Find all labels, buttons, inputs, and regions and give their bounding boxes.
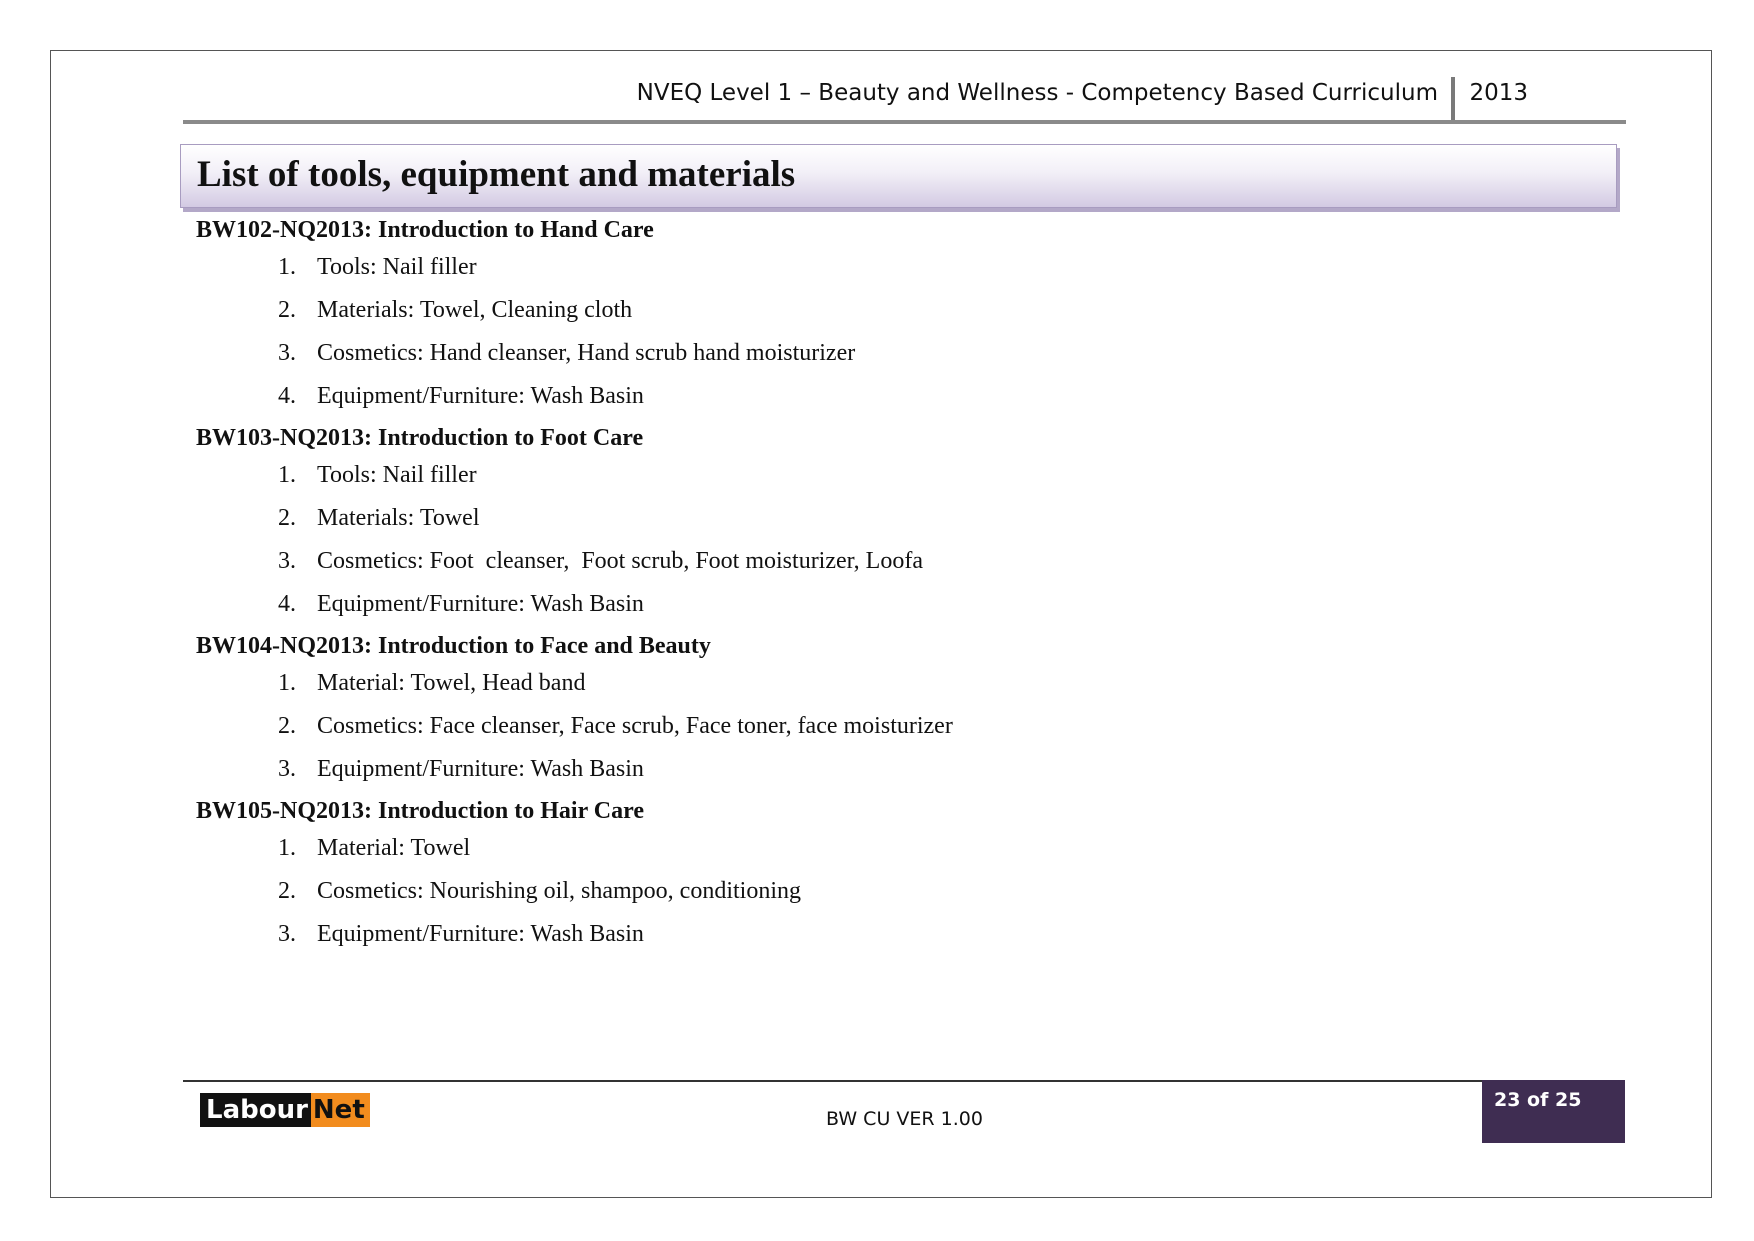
header-rule (183, 120, 1626, 124)
section (196, 214, 1576, 418)
list-item-text: Cosmetics: Foot cleanser, Foot scrub, Foot moisturizer, Loofa (317, 548, 923, 574)
list-item-text: Equipment/Furniture: Wash Basin (317, 756, 644, 782)
footer-rule (183, 1080, 1623, 1082)
content-area (196, 214, 1576, 960)
list-item: 1. Material: Towel (196, 827, 1576, 870)
list-item: 3. Equipment/Furniture: Wash Basin (196, 913, 1576, 956)
list-item-text: Material: Towel, Head band (317, 670, 586, 696)
list-item-text: Cosmetics: Face cleanser, Face scrub, Face toner, face moisturizer (317, 713, 953, 739)
list-item-text: Material: Towel (317, 835, 471, 861)
list-item-text: Cosmetics: Nourishing oil, shampoo, conditioning (317, 878, 801, 904)
page-header (183, 70, 1626, 124)
section-heading: BW103-NQ2013: Introduction to Foot Care (196, 425, 644, 451)
logo-text-part1: Labour (200, 1093, 311, 1127)
section (196, 422, 1576, 626)
list-item: 2. Materials: Towel, Cleaning cloth (196, 289, 1576, 332)
list-item-text: Materials: Towel, Cleaning cloth (317, 297, 633, 323)
list-item: 2. Materials: Towel (196, 497, 1576, 540)
labournet-logo (200, 1093, 370, 1127)
list-item: 4. Equipment/Furniture: Wash Basin (196, 375, 1576, 418)
list-item: 3. Cosmetics: Foot cleanser, Foot scrub, Foot moisturizer, Loofa (196, 540, 1576, 583)
list-item-text: Materials: Towel (317, 505, 480, 531)
section-heading: BW102-NQ2013: Introduction to Hand Care (196, 217, 654, 243)
list-item-text: Equipment/Furniture: Wash Basin (317, 591, 644, 617)
list-item-text: Equipment/Furniture: Wash Basin (317, 383, 644, 409)
section-heading: BW105-NQ2013: Introduction to Hair Care (196, 798, 644, 824)
list-item: 2. Cosmetics: Face cleanser, Face scrub, Face toner, face moisturizer (196, 705, 1576, 748)
list-item: 3. Cosmetics: Hand cleanser, Hand scrub hand moisturizer (196, 332, 1576, 375)
page-title: List of tools, equipment and materials (197, 154, 796, 195)
title-band (180, 144, 1617, 208)
page-number: 23 of 25 (1494, 1089, 1582, 1111)
section (196, 630, 1576, 791)
list-item-text: Equipment/Furniture: Wash Basin (317, 921, 644, 947)
header-separator (1451, 77, 1455, 121)
header-title: NVEQ Level 1 – Beauty and Wellness - Competency Based Curriculum (636, 80, 1438, 106)
list-item: 4. Equipment/Furniture: Wash Basin (196, 583, 1576, 626)
list-item: 1. Tools: Nail filler (196, 454, 1576, 497)
list-item: 2. Cosmetics: Nourishing oil, shampoo, conditioning (196, 870, 1576, 913)
list-item-text: Cosmetics: Hand cleanser, Hand scrub hand moisturizer (317, 340, 856, 366)
section (196, 795, 1576, 956)
page-number-box (1482, 1080, 1625, 1143)
list-item: 3. Equipment/Furniture: Wash Basin (196, 748, 1576, 791)
list-item: 1. Tools: Nail filler (196, 246, 1576, 289)
section-heading: BW104-NQ2013: Introduction to Face and Beauty (196, 633, 711, 659)
list-item: 1. Material: Towel, Head band (196, 662, 1576, 705)
list-item-text: Tools: Nail filler (317, 462, 477, 488)
footer-version: BW CU VER 1.00 (826, 1108, 983, 1130)
list-item-text: Tools: Nail filler (317, 254, 477, 280)
logo-text-part2: Net (311, 1093, 370, 1127)
header-year: 2013 (1469, 80, 1528, 106)
